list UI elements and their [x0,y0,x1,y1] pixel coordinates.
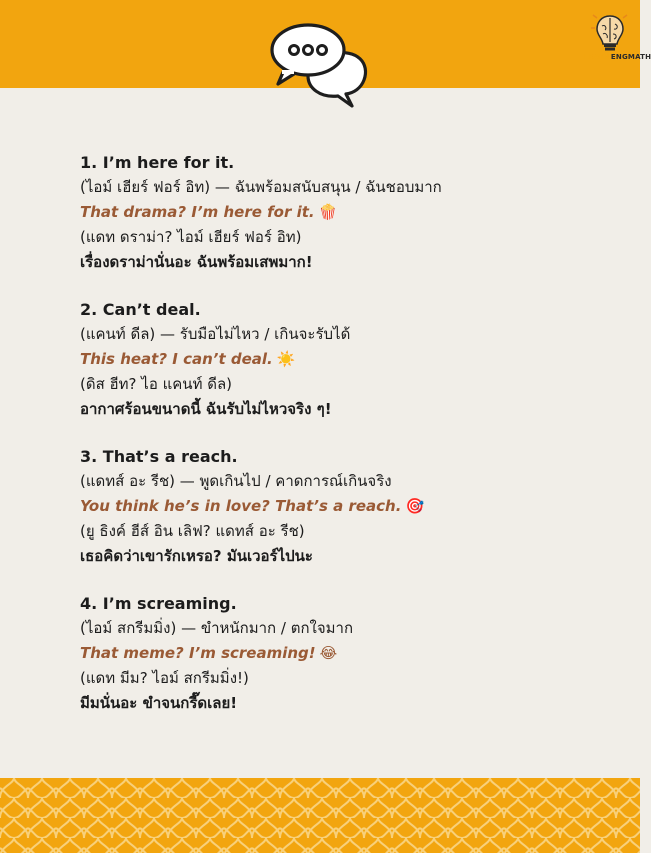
phrase-pronunciation-meaning: (แดทส์ อะ รีช) — พูดเกินไป / คาดการณ์เกินจริง [80,472,392,490]
phrase-example [80,641,620,666]
chat-bubbles-icon [262,14,382,110]
phrase-section-3 [80,444,620,569]
phrase-heading: 2. Can’t deal. [80,300,201,319]
phrase-example-text: You think he’s in love? That’s a reach. [80,497,402,515]
logo-wordmark-accent: LEARN [584,53,611,61]
phrase-example-text: This heat? I can’t deal. [80,350,273,368]
phrase-example-text: That drama? I’m here for it. [80,203,315,221]
lightbulb-brain-icon [595,14,625,52]
phrase-pronunciation-meaning: (ไอม์ เฮียร์ ฟอร์ อิท) — ฉันพร้อมสนับสนุน / ฉันชอบมาก [80,178,442,196]
phrase-example-text: That meme? I’m screaming! [80,644,316,662]
bottom-pattern-band [0,778,640,853]
phrase-heading: 3. That’s a reach. [80,447,238,466]
phrase-section-4 [80,591,620,716]
phrase-list [80,150,620,738]
phrase-example-pronunciation: (ดิส ฮีท? ไอ แคนท์ ดีล) [80,375,233,393]
sun-icon: ☀️ [276,350,296,368]
phrase-translation: เธอคิดว่าเขารักเหรอ? มันเวอร์ไปนะ [80,547,313,565]
phrase-example-pronunciation: (แดท ดราม่า? ไอม์ เฮียร์ ฟอร์ อิท) [80,228,302,246]
laughing-face-icon: 😂 [319,644,338,662]
phrase-section-2 [80,297,620,422]
popcorn-icon: 🍿 [318,203,338,221]
phrase-example-pronunciation: (ยู ธิงค์ ฮีส์ อิน เลิฟ? แดทส์ อะ รีช) [80,522,305,540]
phrase-example [80,494,620,519]
logo-wordmark [584,53,651,61]
phrase-translation: มีมนั่นอะ ขำจนกรี๊ดเลย! [80,694,238,712]
phrase-example-pronunciation: (แดท มีม? ไอม์ สกรีมมิ่ง!) [80,669,249,687]
phrase-pronunciation-meaning: (ไอม์ สกรีมมิ่ง) — ขำหนักมาก / ตกใจมาก [80,619,354,637]
brand-logo [584,14,651,70]
phrase-translation: อากาศร้อนขนาดนี้ ฉันรับไม่ไหวจริง ๆ! [80,400,332,418]
target-icon: 🎯 [405,497,425,515]
phrase-section-1 [80,150,620,275]
phrase-pronunciation-meaning: (แคนท์ ดีล) — รับมือไม่ไหว / เกินจะรับได้ [80,325,351,343]
phrase-translation: เรื่องดราม่านั่นอะ ฉันพร้อมเสพมาก! [80,253,313,271]
phrase-heading: 1. I’m here for it. [80,153,235,172]
phrase-example [80,347,620,372]
logo-wordmark-main: ENGMATH [610,53,651,61]
phrase-heading: 4. I’m screaming. [80,594,237,613]
honeycomb-pattern [0,778,640,853]
phrase-example [80,200,620,225]
